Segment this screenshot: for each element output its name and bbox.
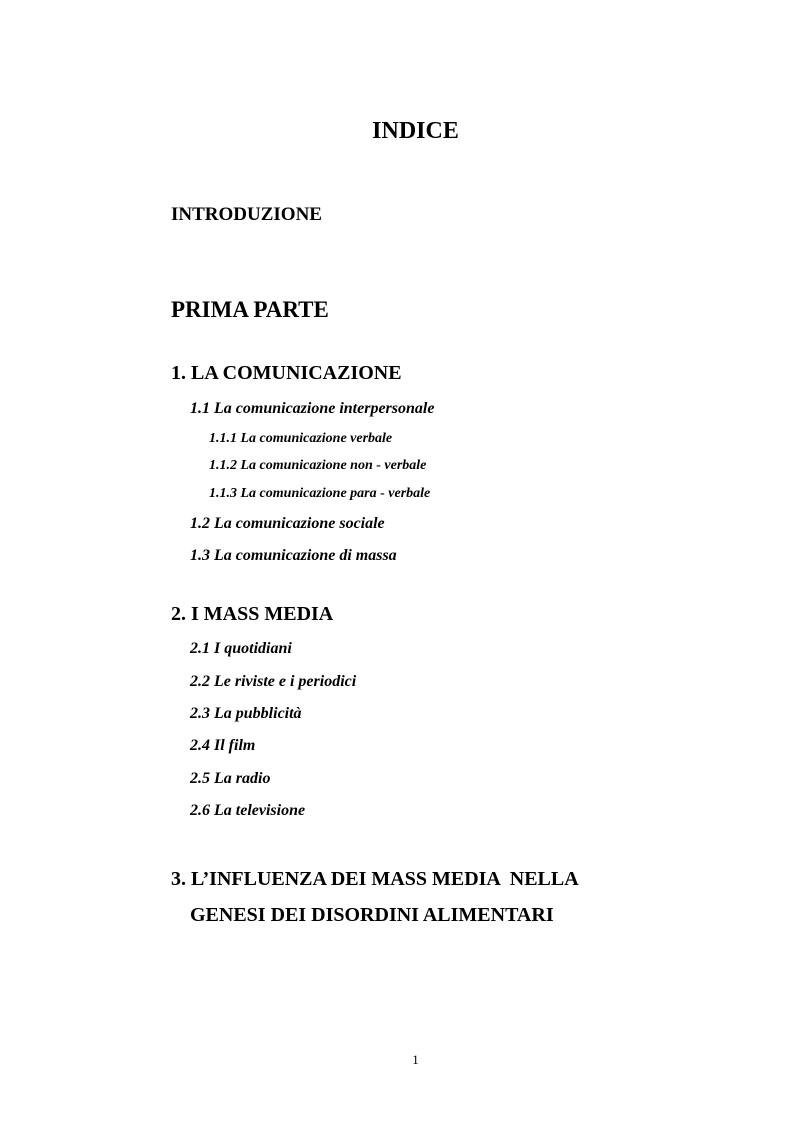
toc-section-2-3: 2.3 La pubblicità xyxy=(190,705,302,722)
toc-section-2-4: 2.4 Il film xyxy=(190,737,256,754)
toc-section-2-1: 2.1 I quotidiani xyxy=(190,640,292,657)
toc-subsection-1-1-2: 1.1.2 La comunicazione non - verbale xyxy=(209,458,427,473)
page-number: 1 xyxy=(412,1052,419,1067)
toc-chapter-3-line-1: 3. L’INFLUENZA DEI MASS MEDIA NELLA xyxy=(171,868,579,890)
toc-section-2-2: 2.2 Le riviste e i periodici xyxy=(190,673,357,690)
toc-part-heading: PRIMA PARTE xyxy=(171,297,329,322)
toc-section-2-5: 2.5 La radio xyxy=(190,770,271,787)
toc-section-2-6: 2.6 La televisione xyxy=(190,802,306,819)
toc-section-1-3: 1.3 La comunicazione di massa xyxy=(190,547,397,564)
toc-section-1-1: 1.1 La comunicazione interpersonale xyxy=(190,400,435,417)
toc-section-1-2: 1.2 La comunicazione sociale xyxy=(190,515,385,532)
toc-subsection-1-1-3: 1.1.3 La comunicazione para - verbale xyxy=(209,486,431,501)
toc-introduction: INTRODUZIONE xyxy=(171,204,322,225)
toc-chapter-2: 2. I MASS MEDIA xyxy=(171,603,334,625)
page-title: INDICE xyxy=(372,118,459,144)
toc-subsection-1-1-1: 1.1.1 La comunicazione verbale xyxy=(209,431,393,446)
toc-chapter-3-line-2: GENESI DEI DISORDINI ALIMENTARI xyxy=(190,904,554,926)
toc-chapter-1: 1. LA COMUNICAZIONE xyxy=(171,362,402,384)
